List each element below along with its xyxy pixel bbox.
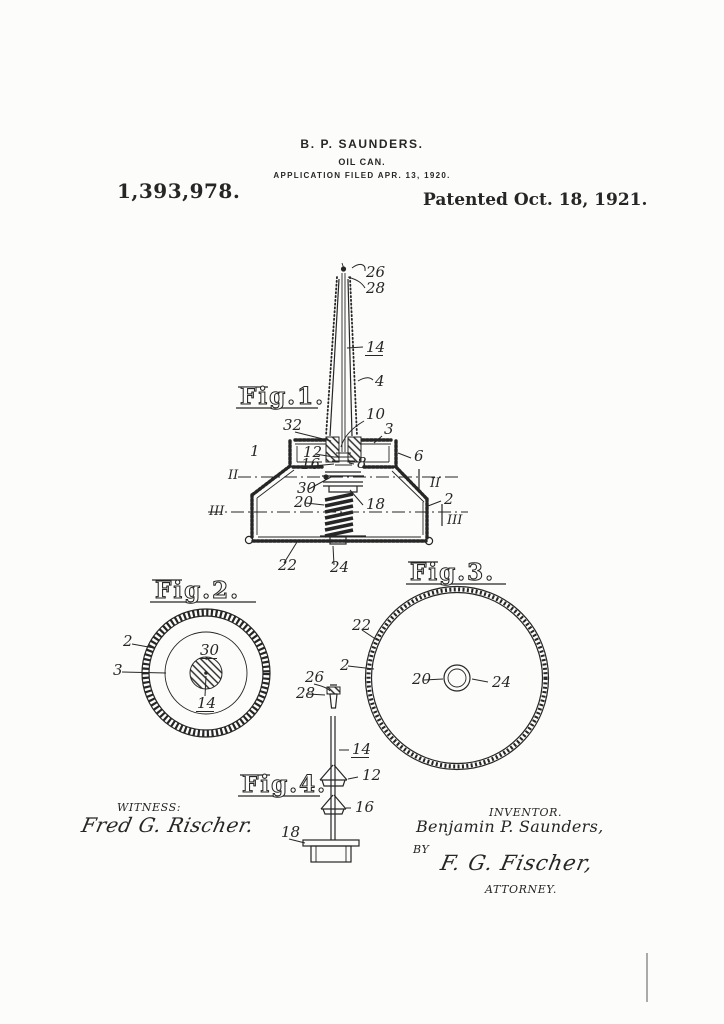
ref-label-14: 14 [197,694,217,712]
ref-label-2: 2 [123,632,133,650]
inventor-heading: INVENTOR. [489,806,563,819]
ref-label-22: 22 [352,616,372,634]
attorney-signature: F. G. Fischer, [438,851,596,875]
ref-label-30: 30 [297,479,317,497]
patent-title: OIL CAN. [338,157,386,167]
ref-label-12: 12 [303,443,323,461]
base-flange [303,840,359,846]
fig4-caption: Fig.4. [242,771,328,798]
rod [331,716,335,840]
figure-4 [238,668,381,862]
ref-label-32: 32 [283,416,303,434]
ref-label-16: 16 [301,455,321,473]
ref-label-II: II [430,476,441,491]
ref-label-26: 26 [305,668,325,686]
ref-label-28: 28 [366,279,386,297]
ref-label-2: 2 [444,490,454,508]
ref-label-3: 3 [113,661,123,679]
fig1-leader-lines [284,264,441,565]
ref-label-12: 12 [362,766,382,784]
base-cylinder [311,846,351,862]
ref-label-3: 3 [384,420,394,438]
application-filed-line: APPLICATION FILED APR. 13, 1920. [273,171,451,180]
fig3-circles [366,587,549,770]
witness-signature: Fred G. Rischer. [79,813,257,837]
patent-number: 1,393,978. [117,179,241,203]
ref-label-II: II [228,468,239,483]
fig2-caption: Fig.2. [155,577,241,604]
ref-label-14: 14 [352,740,372,758]
witness-heading: WITNESS: [117,801,182,814]
fig4-leader-lines [289,684,358,843]
patented-date: Patented Oct. 18, 1921. [423,190,648,210]
ref-label-III: III [447,513,463,528]
by-label: BY [413,843,430,856]
ref-label-28: 28 [296,684,316,702]
fig3-ref-labels [339,616,511,691]
ref-label-6: 6 [414,447,424,465]
figure-3 [339,559,549,770]
ref-label-26: 26 [366,263,386,281]
ref-label-30: 30 [200,641,220,659]
attorney-heading: ATTORNEY. [485,883,557,896]
ref-label-10: 10 [366,405,386,423]
fig1-caption: Fig.1. [240,383,326,410]
fig3-caption: Fig.3. [410,559,496,586]
ref-label-16: 16 [355,798,375,816]
ref-label-18: 18 [366,495,386,513]
ref-label-24: 24 [492,673,512,691]
figure-1 [208,263,468,576]
ref-label-III: III [209,504,225,519]
ref-label-24: 24 [330,558,350,576]
fig1-spout [326,263,357,452]
ref-label-2: 2 [340,656,350,674]
ref-label-4: 4 [375,372,385,390]
ref-label-14: 14 [366,338,386,356]
scan-edge-artifact [646,953,648,1002]
ref-label-18: 18 [281,823,301,841]
ref-label-20: 20 [294,493,314,511]
fig1-valve-assembly [320,472,366,544]
ref-label-22: 22 [278,556,298,574]
ref-label-1: 1 [250,442,260,460]
ref-label-20: 20 [412,670,432,688]
figure-2 [113,577,270,737]
inventor-signature: Benjamin P. Saunders, [416,817,604,836]
spring [325,494,353,536]
patent-inventor-header: B. P. SAUNDERS. [300,137,424,151]
ref-label-8: 8 [357,454,367,472]
